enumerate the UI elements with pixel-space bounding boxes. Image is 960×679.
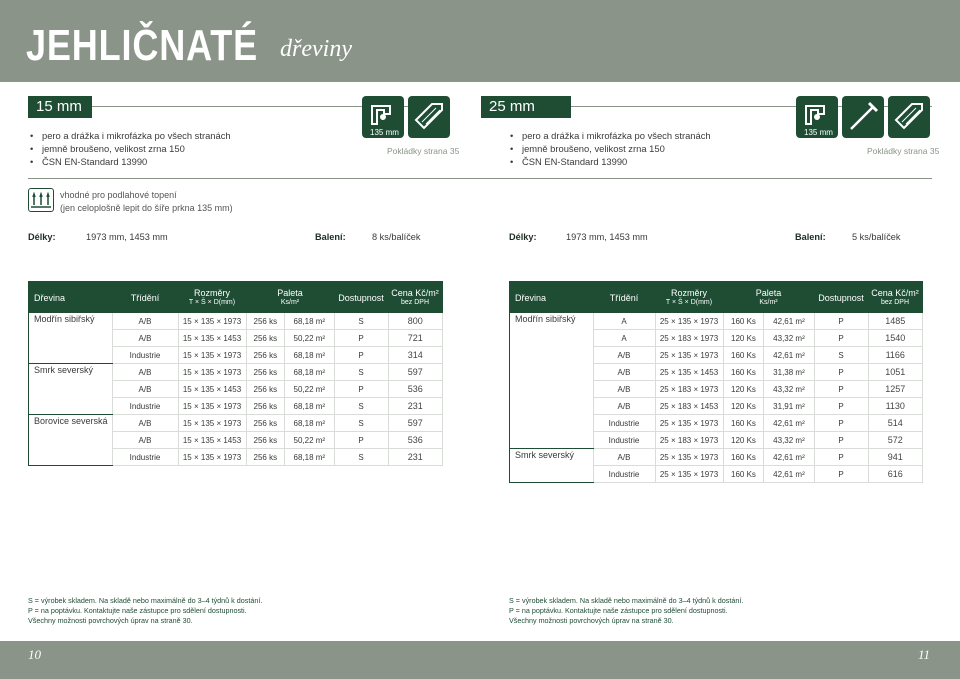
dimensions-cell: 25 × 183 × 1453: [655, 398, 723, 415]
thickness-badge-right: 25 mm: [481, 96, 571, 118]
availability-cell: P: [334, 381, 388, 398]
page-subtitle: dřeviny: [280, 36, 352, 62]
grade-cell: A/B: [593, 381, 655, 398]
lengths-left: [28, 232, 56, 242]
grade-cell: Industrie: [593, 415, 655, 432]
price-cell: 800: [388, 313, 443, 330]
pallet-count-cell: 256 ks: [246, 313, 285, 330]
pallet-count-cell: 120 Ks: [723, 432, 764, 449]
col-dostupnost: Dostupnost: [814, 282, 868, 314]
pallet-area-cell: 31,38 m²: [764, 364, 814, 381]
grade-cell: A: [593, 313, 655, 330]
pallet-count-cell: 160 Ks: [723, 449, 764, 466]
col-dostupnost: Dostupnost: [334, 282, 388, 314]
footnote: S = výrobek skladem. Na skladě nebo maximálně do 3–4 týdnů k dostání.: [28, 596, 263, 605]
price-cell: 1257: [868, 381, 923, 398]
table-row: [29, 364, 443, 381]
feature-item: • ČSN EN-Standard 13990: [30, 155, 231, 168]
col-trideni: Třídění: [593, 282, 655, 314]
pallet-area-cell: 50,22 m²: [285, 432, 334, 449]
packaging-value-left: 8 ks/balíček: [372, 232, 421, 242]
features-right: [510, 129, 711, 168]
footnote: Všechny možnosti povrchových úprav na straně 30.: [509, 616, 674, 625]
pallet-area-cell: 42,61 m²: [764, 449, 814, 466]
pallet-count-cell: 120 Ks: [723, 381, 764, 398]
lengths-value-right: 1973 mm, 1453 mm: [566, 232, 648, 242]
dimensions-cell: 15 × 135 × 1973: [178, 347, 246, 364]
footer-band: [0, 641, 960, 679]
price-cell: 231: [388, 449, 443, 466]
dimensions-cell: 15 × 135 × 1453: [178, 432, 246, 449]
pallet-count-cell: 256 ks: [246, 432, 285, 449]
price-cell: 597: [388, 364, 443, 381]
footnote: P = na poptávku. Kontaktujte naše zástupce pro sdělení dostupnosti.: [28, 606, 247, 615]
availability-cell: P: [814, 398, 868, 415]
col-cena-label: Cena Kč/m²: [871, 288, 919, 298]
col-rozmery-sub: T × Š × D(mm): [188, 299, 236, 306]
price-cell: 536: [388, 381, 443, 398]
col-rozmery-sub: T × Š × D(mm): [665, 299, 713, 306]
dimensions-cell: 25 × 183 × 1973: [655, 432, 723, 449]
availability-cell: P: [814, 449, 868, 466]
feature-item: • jemně broušeno, velikost zrna 150: [510, 142, 711, 155]
availability-cell: P: [334, 347, 388, 364]
col-rozmery: [178, 282, 246, 314]
pallet-count-cell: 256 ks: [246, 364, 285, 381]
pallet-area-cell: 68,18 m²: [285, 415, 334, 432]
dimensions-cell: 15 × 135 × 1973: [178, 313, 246, 330]
wood-species: Modřín sibiřský: [29, 313, 113, 364]
dimensions-cell: 15 × 135 × 1973: [178, 449, 246, 466]
feature-item: • pero a drážka i mikrofázka po všech stranách: [30, 129, 231, 142]
availability-cell: P: [334, 432, 388, 449]
icon-caption-left: 135 mm: [370, 128, 399, 137]
table-row: [29, 415, 443, 432]
availability-cell: S: [814, 347, 868, 364]
pallet-area-cell: 31,91 m²: [764, 398, 814, 415]
pallet-count-cell: 160 Ks: [723, 347, 764, 364]
price-cell: 941: [868, 449, 923, 466]
pallet-area-cell: 42,61 m²: [764, 415, 814, 432]
pallet-area-cell: 42,61 m²: [764, 313, 814, 330]
pallet-count-cell: 256 ks: [246, 415, 285, 432]
grade-cell: A/B: [112, 432, 178, 449]
col-cena-sub: bez DPH: [880, 299, 909, 306]
price-cell: 231: [388, 398, 443, 415]
grade-cell: Industrie: [593, 432, 655, 449]
pallet-area-cell: 50,22 m²: [285, 381, 334, 398]
dimensions-cell: 15 × 135 × 1453: [178, 381, 246, 398]
pallet-area-cell: 68,18 m²: [285, 347, 334, 364]
divider-mid: [28, 178, 932, 179]
pallet-count-cell: 256 ks: [246, 330, 285, 347]
price-cell: 1485: [868, 313, 923, 330]
packaging-label: Balení:: [315, 232, 346, 242]
pallet-area-cell: 42,61 m²: [764, 466, 814, 483]
availability-cell: P: [814, 432, 868, 449]
dimensions-cell: 25 × 135 × 1973: [655, 313, 723, 330]
wood-species: Modřín sibiřský: [510, 313, 594, 449]
lengths-value-left: 1973 mm, 1453 mm: [86, 232, 168, 242]
pokladky-link-left[interactable]: Pokládky strana 35: [387, 146, 460, 156]
floor-heating-note: [60, 189, 233, 215]
dimensions-cell: 15 × 135 × 1453: [178, 330, 246, 347]
price-cell: 572: [868, 432, 923, 449]
price-cell: 1051: [868, 364, 923, 381]
col-cena-label: Cena Kč/m²: [391, 288, 439, 298]
grade-cell: A/B: [112, 330, 178, 347]
footnotes-right: [509, 596, 743, 626]
footnote: S = výrobek skladem. Na skladě nebo maximálně do 3–4 týdnů k dostání.: [509, 596, 744, 605]
footnote: P = na poptávku. Kontaktujte naše zástupce pro sdělení dostupnosti.: [509, 606, 728, 615]
price-cell: 314: [388, 347, 443, 364]
col-paleta: [246, 282, 334, 314]
pallet-area-cell: 68,18 m²: [285, 313, 334, 330]
dimensions-cell: 25 × 135 × 1973: [655, 347, 723, 364]
nail-icon: [842, 96, 884, 138]
pallet-count-cell: 256 ks: [246, 398, 285, 415]
page-title: JEHLIČNATÉ: [26, 21, 259, 70]
grade-cell: A/B: [112, 364, 178, 381]
col-rozmery: [655, 282, 723, 314]
price-cell: 1540: [868, 330, 923, 347]
table-row: [510, 449, 923, 466]
wood-species: Smrk severský: [510, 449, 594, 483]
icon-caption-right: 135 mm: [804, 128, 833, 137]
grade-cell: A/B: [112, 313, 178, 330]
availability-cell: S: [334, 313, 388, 330]
col-paleta: [723, 282, 814, 314]
price-cell: 616: [868, 466, 923, 483]
pallet-area-cell: 68,18 m²: [285, 449, 334, 466]
pallet-count-cell: 160 Ks: [723, 313, 764, 330]
col-paleta-label: Paleta: [755, 288, 782, 298]
feature-item: • pero a drážka i mikrofázka po všech stranách: [510, 129, 711, 142]
dimensions-cell: 15 × 135 × 1973: [178, 398, 246, 415]
dimensions-cell: 25 × 183 × 1973: [655, 330, 723, 347]
brushed-surface-icon: [888, 96, 930, 138]
lengths-label: Délky:: [28, 232, 56, 242]
pallet-area-cell: 50,22 m²: [285, 330, 334, 347]
wood-species: Smrk severský: [29, 364, 113, 415]
col-cena: [868, 282, 923, 314]
col-trideni: Třídění: [112, 282, 178, 314]
pallet-count-cell: 160 Ks: [723, 415, 764, 432]
availability-cell: P: [814, 466, 868, 483]
availability-cell: P: [334, 330, 388, 347]
price-cell: 514: [868, 415, 923, 432]
grade-cell: A/B: [593, 347, 655, 364]
pallet-count-cell: 160 Ks: [723, 466, 764, 483]
availability-cell: P: [814, 381, 868, 398]
feature-item: • ČSN EN-Standard 13990: [510, 155, 711, 168]
dimensions-cell: 25 × 135 × 1973: [655, 415, 723, 432]
lengths-label: Délky:: [509, 232, 537, 242]
features-left: [30, 129, 231, 168]
pallet-count-cell: 120 Ks: [723, 330, 764, 347]
col-cena: [388, 282, 443, 314]
dimensions-cell: 15 × 135 × 1973: [178, 415, 246, 432]
grade-cell: A/B: [112, 381, 178, 398]
grade-cell: A: [593, 330, 655, 347]
footnotes-left: [28, 596, 262, 626]
dimensions-cell: 25 × 135 × 1973: [655, 466, 723, 483]
availability-cell: S: [334, 398, 388, 415]
pallet-area-cell: 68,18 m²: [285, 398, 334, 415]
grade-cell: Industrie: [593, 466, 655, 483]
dimensions-cell: 15 × 135 × 1973: [178, 364, 246, 381]
brushed-surface-icon: [408, 96, 450, 138]
col-rozmery-label: Rozměry: [670, 288, 707, 298]
thickness-badge-left: 15 mm: [28, 96, 92, 118]
packaging-right: [795, 232, 826, 242]
lengths-right: [509, 232, 537, 242]
dimensions-cell: 25 × 183 × 1973: [655, 381, 723, 398]
grade-cell: Industrie: [112, 347, 178, 364]
availability-cell: S: [334, 364, 388, 381]
pallet-count-cell: 160 Ks: [723, 364, 764, 381]
pallet-area-cell: 43,32 m²: [764, 330, 814, 347]
footnote: Všechny možnosti povrchových úprav na straně 30.: [28, 616, 193, 625]
pallet-count-cell: 120 Ks: [723, 398, 764, 415]
col-paleta-sub: Ks/m²: [759, 299, 778, 306]
product-table-right: [509, 281, 923, 483]
product-table-left: [28, 281, 443, 466]
wood-species: Borovice severská: [29, 415, 113, 466]
col-rozmery-label: Rozměry: [193, 288, 230, 298]
pallet-area-cell: 68,18 m²: [285, 364, 334, 381]
floor-note-line: (jen celoplošně lepit do šíře prkna 135 mm): [60, 203, 233, 213]
grade-cell: A/B: [593, 364, 655, 381]
packaging-left: [315, 232, 346, 242]
pallet-count-cell: 256 ks: [246, 381, 285, 398]
floor-note-line: vhodné pro podlahové topení: [60, 190, 177, 200]
grade-cell: Industrie: [112, 398, 178, 415]
packaging-label: Balení:: [795, 232, 826, 242]
dimensions-cell: 25 × 135 × 1973: [655, 449, 723, 466]
price-cell: 721: [388, 330, 443, 347]
pokladky-link-right[interactable]: Pokládky strana 35: [867, 146, 940, 156]
col-cena-sub: bez DPH: [400, 299, 429, 306]
price-cell: 1166: [868, 347, 923, 364]
grade-cell: Industrie: [112, 449, 178, 466]
availability-cell: P: [814, 364, 868, 381]
availability-cell: P: [814, 330, 868, 347]
availability-cell: S: [334, 449, 388, 466]
price-cell: 597: [388, 415, 443, 432]
col-drevina: Dřevina: [29, 282, 113, 314]
dimensions-cell: 25 × 135 × 1453: [655, 364, 723, 381]
grade-cell: A/B: [593, 398, 655, 415]
grade-cell: A/B: [112, 415, 178, 432]
page-number-left: 10: [28, 647, 41, 662]
table-row: [29, 313, 443, 330]
pallet-count-cell: 256 ks: [246, 449, 285, 466]
col-paleta-label: Paleta: [277, 288, 303, 298]
pallet-area-cell: 42,61 m²: [764, 347, 814, 364]
page-number-right: 11: [918, 647, 931, 662]
pallet-area-cell: 43,32 m²: [764, 381, 814, 398]
packaging-value-right: 5 ks/balíček: [852, 232, 901, 242]
col-drevina: Dřevina: [510, 282, 594, 314]
feature-item: • jemně broušeno, velikost zrna 150: [30, 142, 231, 155]
price-cell: 536: [388, 432, 443, 449]
availability-cell: P: [814, 313, 868, 330]
col-paleta-sub: Ks/m²: [280, 299, 300, 306]
pallet-area-cell: 43,32 m²: [764, 432, 814, 449]
price-cell: 1130: [868, 398, 923, 415]
availability-cell: S: [334, 415, 388, 432]
availability-cell: P: [814, 415, 868, 432]
floor-heating-icon: [28, 188, 54, 212]
pallet-count-cell: 256 ks: [246, 347, 285, 364]
grade-cell: A/B: [593, 449, 655, 466]
table-row: [510, 313, 923, 330]
